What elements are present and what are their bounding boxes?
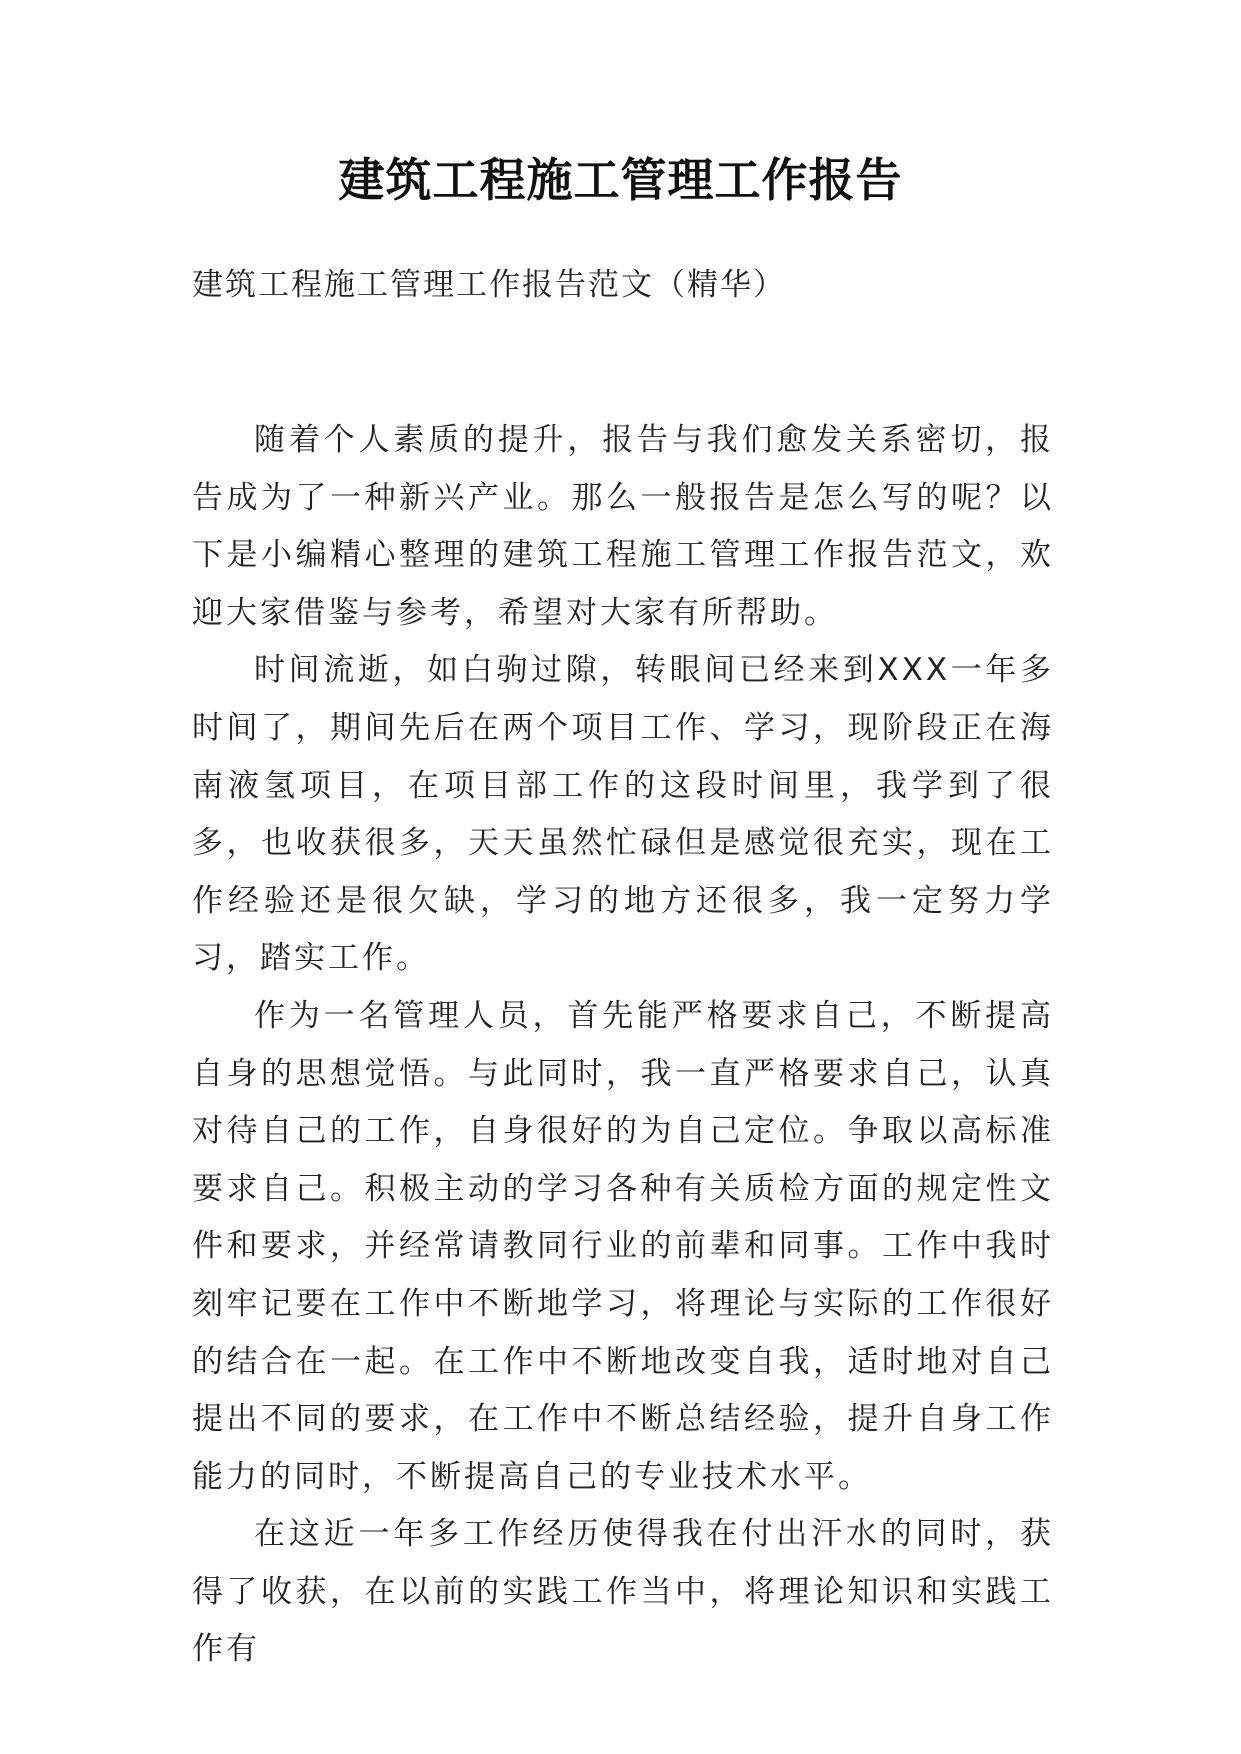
paragraph-management: 作为一名管理人员，首先能严格要求自己，不断提高自身的思想觉悟。与此同时，我一直严格要求自己，认真对待自己的工作，自身很好的为自己定位。争取以高标准要求自己。积极主动的学习各种有关质检方面的规定性文件和要求，并经常请教同行业的前辈和同事。工作中我时刻牢记要在工作中不断地学习，将理论与实际的工作很好的结合在一起。在工作中不断地改变自我，适时地对自己提出不同的要求，在工作中不断总结经验，提升自身工作能力的同时，不断提高自己的专业技术水平。 (192, 997, 1054, 1495)
paragraph-intro: 随着个人素质的提升，报告与我们愈发关系密切，报告成为了一种新兴产业。那么一般报告是怎么写的呢？以下是小编精心整理的建筑工程施工管理工作报告范文，欢迎大家借鉴与参考，希望对大家有所帮助。 (192, 422, 1054, 631)
paragraph-time: 时间流逝，如白驹过隙，转眼间已经来到XXX一年多时间了，期间先后在两个项目工作、学习，现阶段正在海南液氢项目，在项目部工作的这段时间里，我学到了很多，也收获很多，天天虽然忙碌但是感觉很充实，现在工作经验还是很欠缺，学习的地方还很多，我一定努力学习，踏实工作。 (192, 652, 1054, 977)
document-title: 建筑工程施工管理工作报告 (338, 153, 903, 207)
document-body (192, 412, 1054, 1679)
document-subtitle: 建筑工程施工管理工作报告范文（精华） (192, 267, 786, 303)
paragraph-experience: 在这近一年多工作经历使得我在付出汗水的同时，获得了收获，在以前的实践工作当中，将理论知识和实践工作有 (192, 1516, 1054, 1668)
